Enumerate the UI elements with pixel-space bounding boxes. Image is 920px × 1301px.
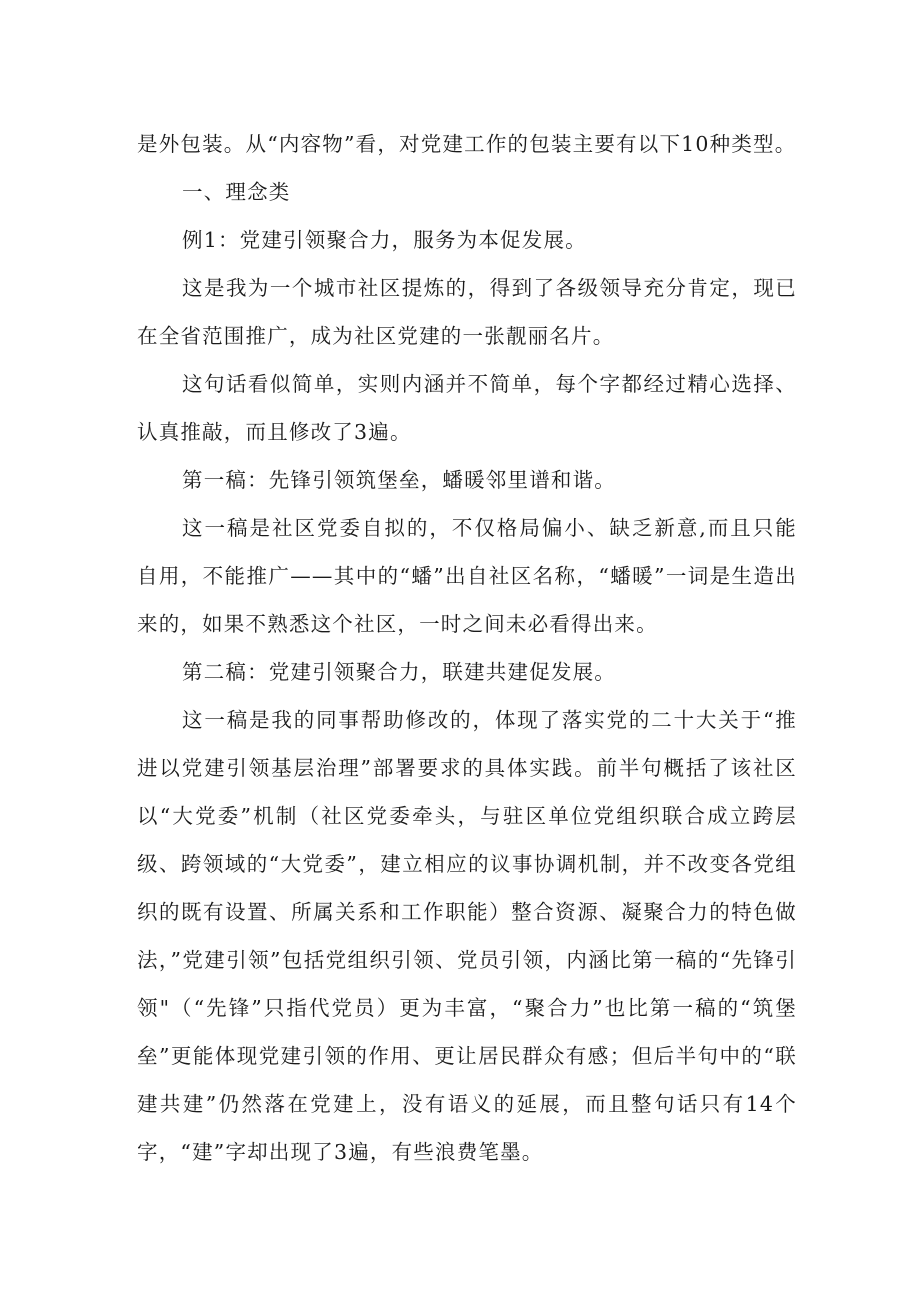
draft-one: 第一稿：先锋引领筑堡垒，蟠暖邻里谱和谐。: [182, 468, 616, 492]
section-heading: 一、理念类: [182, 180, 291, 204]
document-body: [137, 120, 797, 1176]
paragraph: 这一稿是社区党委自拟的，不仅格局偏小、缺乏新意,而且只能自用，不能推广——其中的“蟠”出自社区名称，“蟠暖”一词是生造出来的，如果不熟悉这个社区，一时之间未必看得出来。: [137, 516, 797, 636]
paragraph-continuation: 是外包装。从“内容物”看，对党建工作的包装主要有以下10种类型。: [137, 132, 797, 156]
paragraph: 这一稿是我的同事帮助修改的，体现了落实党的二十大关于“推进以党建引领基层治理”部署要求的具体实践。前半句概括了该社区以“大党委”机制（社区党委牵头，与驻区单位党组织联合成立跨层级、跨领域的“大党委”，建立相应的议事协调机制，并不改变各党组织的既有设置、所属关系和工作职能）整合资源、凝聚合力的特色做法，”党建引领”包括党组织引领、党员引领，内涵比第一稿的“先锋引领"（“先锋”只指代党员）更为丰富，“聚合力”也比第一稿的“筑堡垒”更能体现党建引领的作用、更让居民群众有感；但后半句中的“联建共建”仍然落在党建上，没有语义的延展，而且整句话只有14个字，“建”字却出现了3遍，有些浪费笔墨。: [137, 708, 797, 1164]
example-slogan: 例1：党建引领聚合力，服务为本促发展。: [182, 228, 587, 252]
paragraph: 这是我为一个城市社区提炼的，得到了各级领导充分肯定，现已在全省范围推广，成为社区党建的一张靓丽名片。: [137, 276, 797, 348]
draft-two: 第二稿：党建引领聚合力，联建共建促发展。: [182, 660, 616, 684]
paragraph: 这句话看似简单，实则内涵并不简单，每个字都经过精心选择、认真推敲，而且修改了3遍。: [137, 372, 797, 444]
